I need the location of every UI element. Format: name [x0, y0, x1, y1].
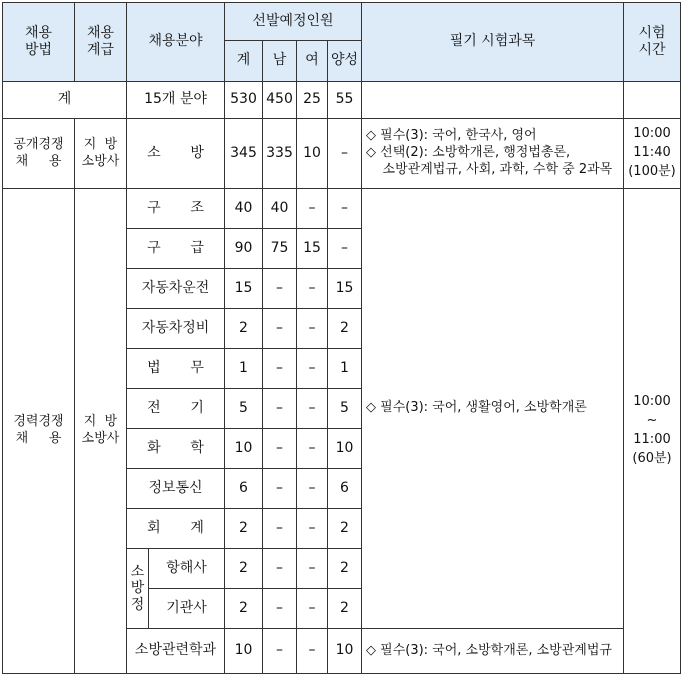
career-male: 75: [263, 229, 297, 269]
career-both: 2: [328, 309, 362, 349]
header-female: 여: [297, 41, 328, 82]
career-female: –: [297, 429, 328, 469]
public-duration: (100분): [628, 163, 676, 179]
header-quota: 선발예정인원: [225, 3, 362, 41]
total-female: 25: [297, 82, 328, 119]
career-female: –: [297, 349, 328, 389]
public-grade: 지 방 소방사: [75, 119, 127, 189]
career-time: [624, 189, 681, 674]
header-both: 양성: [328, 41, 362, 82]
career-female: –: [297, 189, 328, 229]
career-last-total: 10: [225, 629, 263, 674]
career-field: 기관사: [149, 589, 225, 629]
career-male: –: [263, 429, 297, 469]
public-subject-line: 소방관계법규, 사회, 과학, 수학 중 2과목: [366, 161, 613, 177]
recruitment-table-wrapper: [2, 2, 681, 674]
career-female: –: [297, 549, 328, 589]
public-total: 345: [225, 119, 263, 189]
career-last-both: 10: [328, 629, 362, 674]
career-female: –: [297, 589, 328, 629]
career-field: 화 학: [127, 429, 225, 469]
career-last-subjects: ◇ 필수(3): 국어, 소방학개론, 소방관계법규: [362, 629, 624, 674]
career-both: 2: [328, 589, 362, 629]
career-both: –: [328, 229, 362, 269]
career-subjects: ◇ 필수(3): 국어, 생활영어, 소방학개론: [362, 189, 624, 629]
career-male: –: [263, 269, 297, 309]
career-field: 구 조: [127, 189, 225, 229]
career-field: 정보통신: [127, 469, 225, 509]
header-time: 시험 시간: [624, 3, 681, 82]
career-both: 5: [328, 389, 362, 429]
career-field: 자동차운전: [127, 269, 225, 309]
public-male: 335: [263, 119, 297, 189]
career-method: 경력경쟁 채 용: [3, 189, 75, 674]
total-label: 계: [3, 82, 127, 119]
career-female: 15: [297, 229, 328, 269]
career-total: 40: [225, 189, 263, 229]
career-total: 6: [225, 469, 263, 509]
total-both: 55: [328, 82, 362, 119]
career-both: 15: [328, 269, 362, 309]
recruitment-table: [2, 2, 681, 674]
career-grade: 지 방 소방사: [75, 189, 127, 674]
public-subject-line: ◇ 필수(3): 국어, 한국사, 영어: [366, 128, 537, 144]
career-field: 자동차정비: [127, 309, 225, 349]
career-both: 2: [328, 549, 362, 589]
career-field: 회 계: [127, 509, 225, 549]
career-male: –: [263, 509, 297, 549]
career-group-text: 소방정: [130, 564, 145, 613]
total-time: [624, 82, 681, 119]
public-time-end: 11:40: [633, 145, 671, 161]
total-subjects: [362, 82, 624, 119]
public-field: 소 방: [127, 119, 225, 189]
career-group-label: [127, 549, 149, 629]
career-total: 10: [225, 429, 263, 469]
career-total: 90: [225, 229, 263, 269]
public-time-start: 10:00: [633, 126, 671, 142]
career-total: 2: [225, 589, 263, 629]
career-field: 전 기: [127, 389, 225, 429]
career-both: 2: [328, 509, 362, 549]
career-female: –: [297, 309, 328, 349]
career-female: –: [297, 389, 328, 429]
career-male: 40: [263, 189, 297, 229]
career-total: 2: [225, 309, 263, 349]
public-time: [624, 119, 681, 189]
career-male: –: [263, 349, 297, 389]
total-field: 15개 분야: [127, 82, 225, 119]
career-last-female: –: [297, 629, 328, 674]
public-subjects: [362, 119, 624, 189]
career-male: –: [263, 469, 297, 509]
career-both: 1: [328, 349, 362, 389]
career-total: 15: [225, 269, 263, 309]
header-male: 남: [263, 41, 297, 82]
career-both: 6: [328, 469, 362, 509]
career-total: 2: [225, 549, 263, 589]
career-male: –: [263, 549, 297, 589]
career-time-end: 11:00: [633, 432, 671, 447]
header-subjects: 필기 시험과목: [362, 3, 624, 82]
public-female: 10: [297, 119, 328, 189]
career-total: 2: [225, 509, 263, 549]
career-duration: (60분): [632, 450, 672, 466]
career-both: –: [328, 189, 362, 229]
career-time-start: 10:00: [633, 394, 671, 410]
career-both: 10: [328, 429, 362, 469]
public-both: –: [328, 119, 362, 189]
public-method: 공개경쟁 채 용: [3, 119, 75, 189]
career-male: –: [263, 589, 297, 629]
career-last-field: 소방관련학과: [127, 629, 225, 674]
career-total: 5: [225, 389, 263, 429]
public-subject-line: ◇ 선택(2): 소방학개론, 행정법총론,: [366, 145, 571, 161]
total-male: 450: [263, 82, 297, 119]
header-field: 채용분야: [127, 3, 225, 82]
career-female: –: [297, 469, 328, 509]
career-total: 1: [225, 349, 263, 389]
total-total: 530: [225, 82, 263, 119]
career-female: –: [297, 509, 328, 549]
career-male: –: [263, 309, 297, 349]
career-last-male: –: [263, 629, 297, 674]
header-method: 채용 방법: [3, 3, 75, 82]
header-total: 계: [225, 41, 263, 82]
career-field: 법 무: [127, 349, 225, 389]
career-time-sep: ~: [646, 413, 658, 429]
career-field: 항해사: [149, 549, 225, 589]
career-field: 구 급: [127, 229, 225, 269]
career-female: –: [297, 269, 328, 309]
career-male: –: [263, 389, 297, 429]
header-grade: 채용 계급: [75, 3, 127, 82]
